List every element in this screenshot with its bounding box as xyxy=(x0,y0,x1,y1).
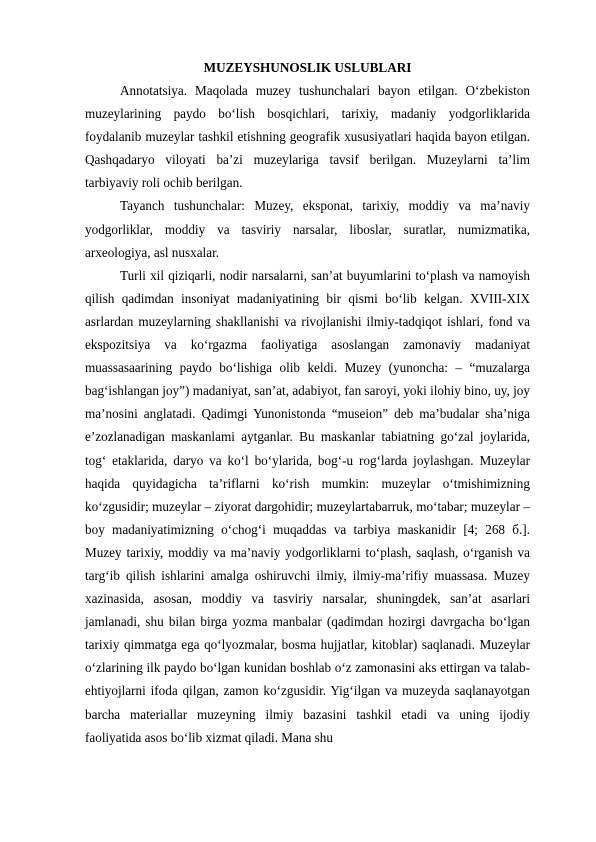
body-paragraph: Turli xil qiziqarli, nodir narsalarni, san’at buyumlarini to‘plash va namoyish qilish qadimdan insoniyat madaniyatining bir qismi bo‘lib kelgan. XVIII-XIX asrlardan muzeylarning shakllanishi va rivojlanishi ilmiy-tadqiqot ishlari, fond va ekspozitsiya va ko‘rgazma faoliyatiga asoslangan zamonaviy madaniyat muassasaarining paydo bo‘lishiga olib keldi. Muzey (yunoncha: – “muzalarga bag‘ishlangan joy”) madaniyat, san’at, adabiyot, fan saroyi, yoki ilohiy bino, uy, joy ma’nosini anglatadi. Qadimgi Yunonistonda “museion” deb ma’budalar sha’niga e’zozlanadigan maskanlami aytganlar. Bu maskanlar tabiatning go‘zal joylarida, tog‘ etaklarida, daryo va ko‘l bo‘ylarida, bog‘-u rog‘larda joylashgan. Muzeylar haqida quyidagicha ta’riflarni ko‘rish mumkin: muzeylar o‘tmishimizning ko‘zgusidir; muzeylar – ziyorat dargohidir; muzeylartabarruk, mo‘tabar; muzeylar – boy madaniyatimizning o‘chog‘i muqaddas va tarbiya maskanidir [4; 268 б.]. Muzey tarixiy, moddiy va ma’naviy yodgorliklarni to‘plash, saqlash, o‘rganish va targ‘ib qilish ishlarini amalga oshiruvchi ilmiy, ilmiy-ma’rifiy muassasa. Muzey xazinasida, asosan, moddiy va tasviriy narsalar, shuningdek, san’at asarlari jamlanadi, shu bilan birga yozma manbalar (qadimdan hozirgi davrgacha bo‘lgan tarixiy qimmatga ega qo‘lyozmalar, bosma hujjatlar, kitoblar) saqlanadi. Muzeylar o‘zlarining ilk paydo bo‘lgan kunidan boshlab o‘z zamonasini aks ettirgan va talab-ehtiyojlarni ifoda qilgan, zamon ko‘zgusidir. Yig‘ilgan va muzeyda saqlanayotgan barcha materiallar muzeyning ilmiy bazasini tashkil etadi va uning ijodiy faoliyatida asos bo‘lib xizmat qiladi. Mana shu xyxy=(85,267,530,745)
abstract-paragraph: Annotatsiya. Maqolada muzey tushunchalari bayon etilgan. O‘zbekiston muzeylarining paydo bo‘lish bosqichlari, tarixiy, madaniy yodgorliklarida foydalanib muzeylar tashkil etishning geografik xususiyatlari haqida bayon etilgan. Qashqadaryo viloyati ba’zi muzeylariga tavsif berilgan. Muzeylarni ta’lim tarbiyaviy roli ochib berilgan. xyxy=(85,83,530,191)
document-page xyxy=(85,56,530,749)
keywords-paragraph: Tayanch tushunchalar: Muzey, eksponat, tarixiy, moddiy va ma’naviy yodgorliklar, moddiy va tasviriy narsalar, liboslar, suratlar, numizmatika, arxeologiya, asl nusxalar. xyxy=(85,198,530,260)
page-title: MUZEYSHUNOSLIK USLUBLARI xyxy=(203,60,412,75)
